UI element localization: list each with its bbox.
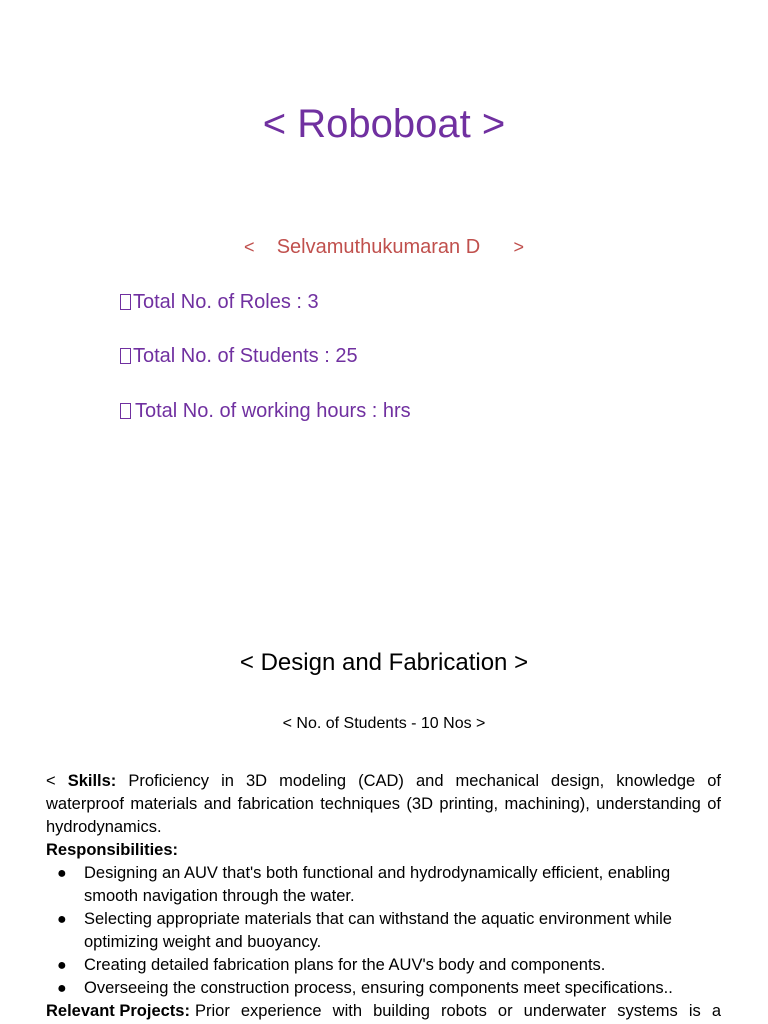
section-students-count: < No. of Students - 10 Nos > xyxy=(282,715,486,732)
close-bracket: > xyxy=(513,237,525,257)
box-glyph-icon xyxy=(120,294,131,310)
bullet-icon: ● xyxy=(57,865,67,882)
bullet-icon: ● xyxy=(57,980,67,997)
stat-roles-text: Total No. of Roles : 3 xyxy=(133,291,319,313)
bullet-icon: ● xyxy=(57,911,67,928)
skills-label: Skills: xyxy=(67,772,117,790)
projects-paragraph xyxy=(46,1000,721,1023)
skills-text: Proficiency in 3D modeling (CAD) and mechanical design, knowledge of waterproof materials and fabrication techniques (3D printing, machining), understanding of hydrodynamics. xyxy=(46,772,721,836)
responsibilities-list xyxy=(46,862,721,1000)
projects-text: Prior experience with building robots or underwater systems is a xyxy=(194,1002,721,1020)
bullet-icon: ● xyxy=(57,957,67,974)
skills-prefix: < xyxy=(46,772,68,790)
projects-label: Relevant Projects: xyxy=(46,1002,190,1020)
box-glyph-icon xyxy=(120,348,131,364)
lead-author-line xyxy=(0,235,768,259)
stat-students-text: Total No. of Students : 25 xyxy=(133,345,358,367)
list-item: ● Creating detailed fabrication plans for the AUV's body and components. xyxy=(46,954,721,977)
list-item: ● Overseeing the construction process, ensuring components meet specifications.. xyxy=(46,977,721,1000)
author-name: Selvamuthukumaran D xyxy=(276,236,481,258)
list-item: ● Selecting appropriate materials that can withstand the aquatic environment while optimizing weight and buoyancy. xyxy=(57,910,672,951)
skills-paragraph xyxy=(46,770,721,839)
stat-hours-text: Total No. of working hours : hrs xyxy=(135,400,411,422)
list-item: ● Designing an AUV that's both functional and hydrodynamically efficient, enabling smooth navigation through the water. xyxy=(57,864,671,905)
responsibilities-label: Responsibilities: xyxy=(46,841,179,859)
stat-students xyxy=(120,344,358,368)
open-bracket: < xyxy=(243,237,255,257)
page-title: < Roboboat > xyxy=(262,102,506,146)
section-title: < Design and Fabrication > xyxy=(239,649,529,676)
stat-hours xyxy=(120,399,411,423)
stat-roles xyxy=(120,290,319,314)
box-glyph-icon xyxy=(120,403,131,419)
